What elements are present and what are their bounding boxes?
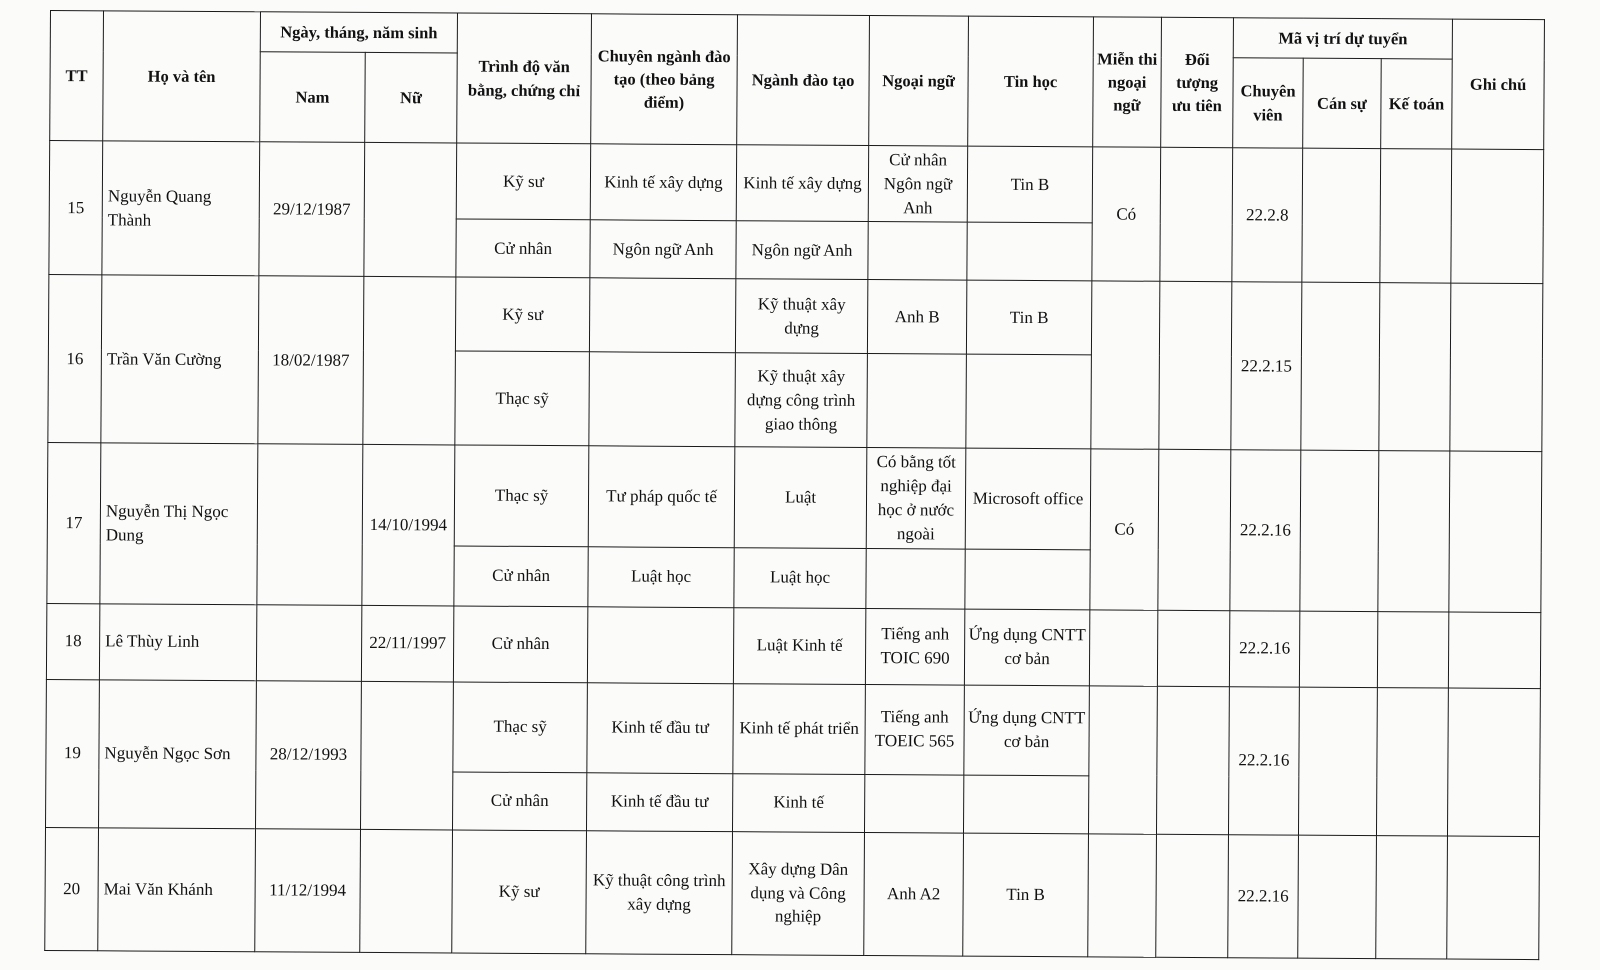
cell-doi-tuong bbox=[1159, 282, 1232, 450]
cell-trinh-do: Cử nhân bbox=[454, 546, 588, 607]
cell-nu: 14/10/1994 bbox=[362, 445, 455, 606]
cell-trinh-do: Thạc sỹ bbox=[455, 351, 590, 446]
table-row bbox=[45, 827, 1540, 959]
cell-chuyen-nganh bbox=[589, 278, 735, 353]
header-tin-hoc: Tin học bbox=[968, 16, 1094, 147]
cell-doi-tuong bbox=[1157, 686, 1230, 834]
cell-chuyen-vien: 22.2.15 bbox=[1231, 282, 1302, 450]
cell-can-su bbox=[1299, 611, 1377, 687]
cell-nu bbox=[363, 277, 456, 446]
cell-chuyen-vien: 22.2.8 bbox=[1232, 148, 1303, 283]
cell-mien-thi bbox=[1089, 609, 1157, 685]
candidate-table bbox=[44, 10, 1545, 960]
cell-chuyen-nganh bbox=[589, 352, 736, 447]
cell-mien-thi bbox=[1091, 281, 1160, 449]
header-chuyen-vien: Chuyên viên bbox=[1233, 58, 1304, 148]
cell-ke-toan bbox=[1378, 451, 1450, 612]
cell-tin-hoc: Tin B bbox=[967, 146, 1092, 223]
cell-chuyen-nganh: Tư pháp quốc tế bbox=[588, 446, 735, 547]
table-header bbox=[50, 11, 1545, 150]
cell-ke-toan bbox=[1376, 687, 1448, 835]
cell-nganh: Xây dựng Dân dụng và Công nghiệp bbox=[732, 831, 865, 955]
cell-tin-hoc: Tin B bbox=[963, 833, 1089, 957]
cell-name: Mai Văn Khánh bbox=[98, 827, 256, 951]
cell-name: Trần Văn Cường bbox=[101, 275, 259, 444]
cell-tt: 17 bbox=[47, 443, 101, 604]
cell-doi-tuong bbox=[1157, 610, 1229, 686]
header-ngay-sinh: Ngày, tháng, năm sinh bbox=[260, 12, 457, 53]
cell-trinh-do: Cử nhân bbox=[453, 606, 587, 683]
cell-tin-hoc bbox=[967, 222, 1092, 281]
cell-name: Lê Thùy Linh bbox=[99, 603, 256, 680]
cell-trinh-do: Kỹ sư bbox=[455, 277, 589, 352]
table-row bbox=[48, 275, 1542, 358]
cell-nganh: Luật bbox=[734, 447, 867, 548]
cell-ghi-chu bbox=[1447, 836, 1540, 960]
cell-name: Nguyễn Ngọc Sơn bbox=[99, 679, 257, 828]
cell-ngoai-ngu: Có bằng tốt nghiệp đại học ở nước ngoài bbox=[866, 448, 966, 549]
cell-tin-hoc: Tin B bbox=[966, 280, 1091, 355]
header-ke-toan: Kế toán bbox=[1381, 59, 1453, 149]
cell-nam: 18/02/1987 bbox=[258, 276, 364, 445]
cell-ngoai-ngu: Anh B bbox=[867, 280, 966, 355]
cell-tt: 20 bbox=[45, 827, 99, 950]
cell-tt: 15 bbox=[49, 141, 103, 276]
cell-ke-toan bbox=[1376, 835, 1448, 958]
cell-tin-hoc bbox=[964, 775, 1089, 834]
table-body bbox=[45, 141, 1544, 960]
cell-trinh-do: Thạc sỹ bbox=[454, 445, 589, 546]
cell-nganh: Kinh tế xây dựng bbox=[736, 145, 868, 222]
header-ho-ten: Họ và tên bbox=[103, 11, 261, 142]
table-row bbox=[47, 443, 1542, 552]
cell-mien-thi: Có bbox=[1092, 147, 1161, 282]
cell-nganh: Kỹ thuật xây dựng bbox=[735, 279, 867, 354]
cell-nganh: Luật Kinh tế bbox=[733, 607, 865, 684]
header-trinh-do: Trình độ văn bằng, chứng chỉ bbox=[457, 13, 592, 144]
cell-chuyen-nganh bbox=[587, 606, 733, 683]
cell-ghi-chu bbox=[1448, 612, 1540, 689]
cell-nam: 11/12/1994 bbox=[255, 828, 361, 952]
cell-nganh: Kỹ thuật xây dựng công trình giao thông bbox=[735, 353, 868, 448]
cell-chuyen-nganh: Ngôn ngữ Anh bbox=[590, 220, 736, 279]
cell-ngoai-ngu bbox=[867, 354, 967, 449]
header-ghi-chu: Ghi chú bbox=[1452, 19, 1545, 150]
cell-nam bbox=[257, 444, 363, 605]
cell-trinh-do: Cử nhân bbox=[456, 219, 590, 278]
cell-tin-hoc bbox=[965, 549, 1090, 610]
cell-ghi-chu bbox=[1448, 688, 1541, 837]
cell-ghi-chu bbox=[1451, 149, 1544, 284]
cell-name: Nguyễn Quang Thành bbox=[102, 141, 260, 276]
header-nganh: Ngành đào tạo bbox=[737, 15, 870, 146]
cell-chuyen-nganh: Kinh tế đầu tư bbox=[587, 772, 733, 831]
cell-tt: 16 bbox=[48, 275, 102, 443]
cell-chuyen-nganh: Luật học bbox=[588, 546, 734, 607]
cell-chuyen-vien: 22.2.16 bbox=[1228, 834, 1299, 957]
cell-ke-toan bbox=[1379, 283, 1451, 451]
cell-mien-thi bbox=[1089, 685, 1158, 833]
cell-can-su bbox=[1299, 687, 1378, 835]
cell-tin-hoc: Microsoft office bbox=[965, 448, 1091, 549]
cell-trinh-do: Thạc sỹ bbox=[453, 682, 588, 773]
cell-ngoai-ngu: Cử nhân Ngôn ngữ Anh bbox=[868, 146, 967, 223]
header-doi-tuong: Đối tượng ưu tiên bbox=[1161, 17, 1234, 147]
candidate-table-wrapper bbox=[44, 10, 1544, 951]
cell-tin-hoc: Ứng dụng CNTT cơ bản bbox=[964, 685, 1090, 776]
cell-nu: 22/11/1997 bbox=[361, 605, 453, 682]
cell-chuyen-nganh: Kỹ thuật công trình xây dựng bbox=[586, 830, 733, 954]
cell-doi-tuong bbox=[1158, 450, 1231, 611]
cell-doi-tuong bbox=[1156, 834, 1229, 957]
cell-chuyen-nganh: Kinh tế xây dựng bbox=[590, 144, 736, 221]
cell-chuyen-vien: 22.2.16 bbox=[1229, 610, 1299, 686]
cell-can-su bbox=[1300, 451, 1379, 612]
cell-trinh-do: Kỹ sư bbox=[456, 143, 590, 220]
cell-ghi-chu bbox=[1449, 451, 1542, 612]
cell-nu bbox=[360, 829, 453, 953]
cell-nam: 28/12/1993 bbox=[256, 680, 362, 829]
cell-tin-hoc: Ứng dụng CNTT cơ bản bbox=[964, 609, 1089, 686]
header-mien-thi: Miễn thi ngoại ngữ bbox=[1093, 17, 1162, 147]
cell-mien-thi bbox=[1088, 833, 1157, 956]
cell-chuyen-vien: 22.2.16 bbox=[1229, 686, 1300, 834]
cell-doi-tuong bbox=[1160, 147, 1233, 282]
header-tt: TT bbox=[50, 11, 104, 141]
cell-chuyen-nganh: Kinh tế đầu tư bbox=[587, 682, 734, 773]
table-row bbox=[46, 603, 1540, 688]
header-can-su: Cán sự bbox=[1303, 58, 1382, 148]
cell-tt: 19 bbox=[46, 679, 100, 827]
cell-can-su bbox=[1298, 835, 1377, 958]
cell-ngoai-ngu bbox=[865, 774, 964, 833]
cell-nam bbox=[256, 604, 361, 681]
cell-ngoai-ngu bbox=[866, 548, 965, 609]
cell-tt: 18 bbox=[46, 603, 99, 679]
cell-ke-toan bbox=[1377, 611, 1448, 687]
cell-ghi-chu bbox=[1450, 283, 1543, 452]
cell-ngoai-ngu: Tiếng anh TOEIC 565 bbox=[865, 684, 965, 775]
cell-nganh: Kinh tế bbox=[733, 773, 865, 832]
cell-ngoai-ngu: Tiếng anh TOIC 690 bbox=[865, 608, 964, 685]
table-row bbox=[49, 141, 1543, 227]
header-ma-vi-tri: Mã vị trí dự tuyển bbox=[1233, 18, 1452, 59]
cell-nu bbox=[364, 142, 457, 277]
cell-tin-hoc bbox=[966, 354, 1092, 449]
cell-ke-toan bbox=[1380, 149, 1452, 284]
header-nu: Nữ bbox=[365, 52, 458, 143]
header-ngoai-ngu: Ngoại ngữ bbox=[869, 16, 969, 147]
cell-ngoai-ngu: Anh A2 bbox=[864, 832, 964, 956]
cell-mien-thi: Có bbox=[1090, 449, 1159, 610]
header-nam: Nam bbox=[260, 52, 366, 143]
cell-nganh: Ngôn ngữ Anh bbox=[736, 221, 868, 280]
cell-nam: 29/12/1987 bbox=[259, 142, 365, 277]
cell-chuyen-vien: 22.2.16 bbox=[1230, 450, 1301, 611]
cell-trinh-do: Kỹ sư bbox=[452, 830, 587, 954]
cell-ngoai-ngu bbox=[868, 222, 967, 281]
cell-name: Nguyễn Thị Ngọc Dung bbox=[100, 443, 258, 604]
cell-can-su bbox=[1302, 148, 1381, 283]
cell-nganh: Luật học bbox=[734, 547, 866, 608]
cell-trinh-do: Cử nhân bbox=[453, 772, 587, 831]
table-row bbox=[46, 679, 1541, 778]
header-chuyen-nganh: Chuyên ngành đào tạo (theo bảng điểm) bbox=[591, 14, 738, 145]
cell-can-su bbox=[1301, 283, 1380, 451]
cell-nu bbox=[361, 681, 454, 830]
cell-nganh: Kinh tế phát triển bbox=[733, 683, 866, 774]
